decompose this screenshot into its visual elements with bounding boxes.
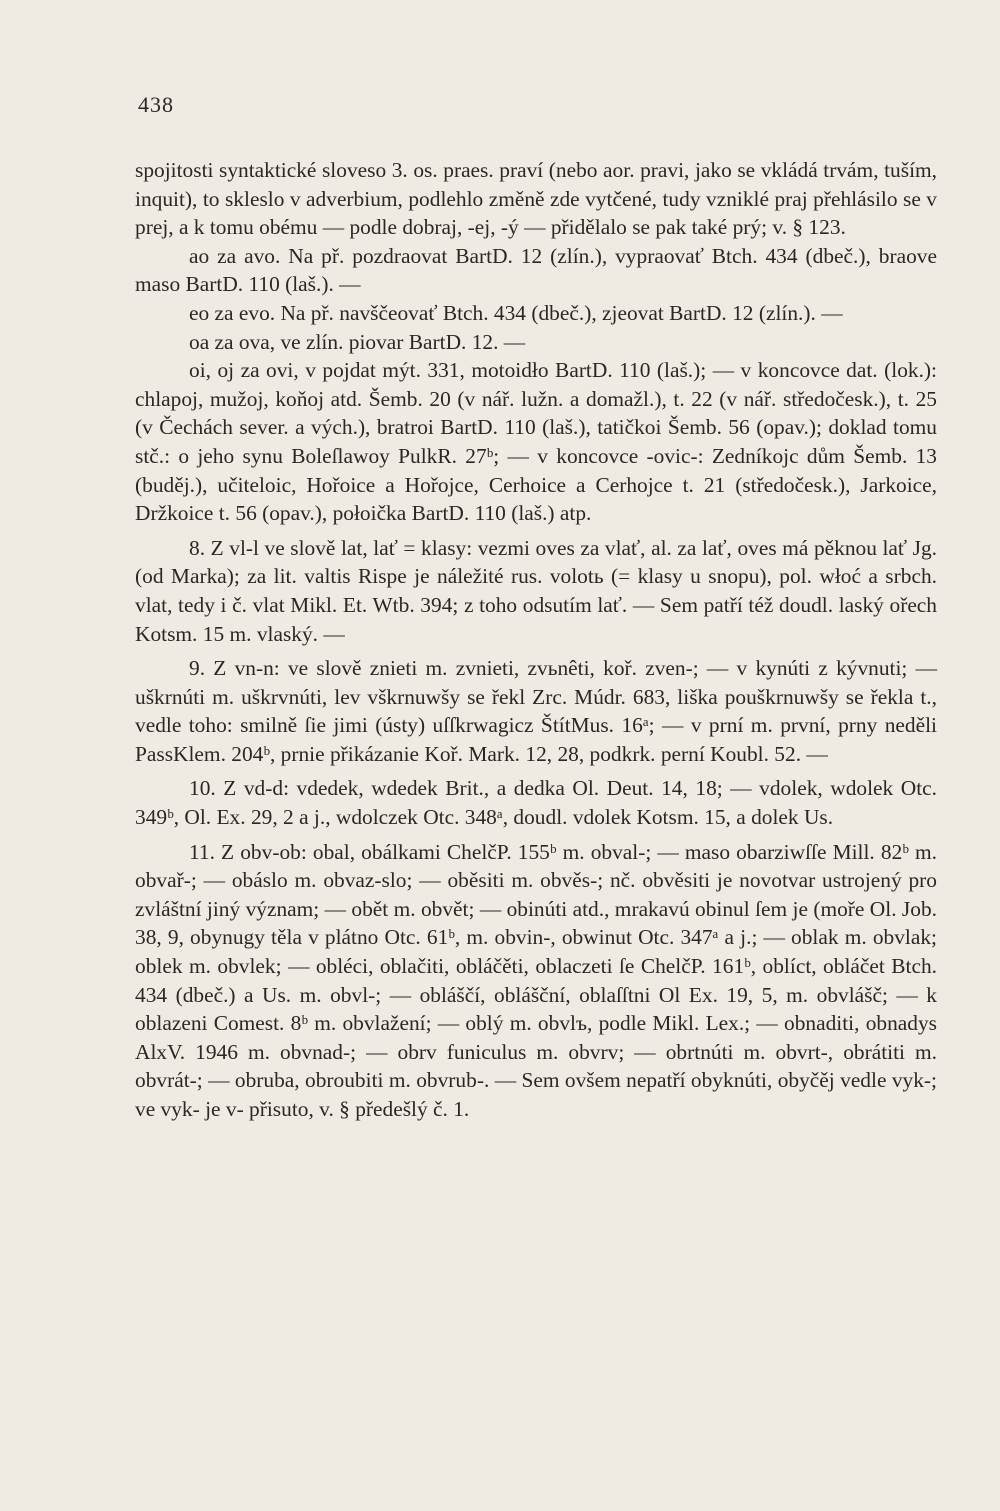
paragraph-2: ao za avo. Na př. pozdraovat BartD. 12 (zlín.), vypraovať Btch. 434 (dbeč.), braove maso BartD. 110 (laš.). — xyxy=(135,243,937,297)
paragraph-6: 8. Z vl-l ve slově lat, lať = klasy: vezmi oves za vlať, al. za lať, oves má pěknou lať Jg. (od Marka); za lit. valtis Rispe je náležité rus. volotь (= klasy u snopu), pol. włoć a srbch. vlat, tedy i č. vlat Mikl. Et. Wtb. 394; z toho odsutím lať. — Sem patří též doudl. laský ořech Kotsm. 15 m. vlaský. — xyxy=(135,535,937,646)
paragraph-5: oi, oj za ovi, v pojdat mýt. 331, motoidło BartD. 110 (laš.); — v koncovce dat. (lok.): chlapoj, mužoj, koňoj atd. Šemb. 20 (v nář. lužn. a domažl.), t. 22 (v nář. středočesk.), t. 25 (v Čechách sever. a vých.), bratroi BartD. 110 (laš.), tatičkoi Šemb. 56 (opav.); doklad tomu stč.: o jeho synu Boleſlawoy PulkR. 27ᵇ; — v koncovce -ovic-: Zedníkojc dům Šemb. 13 (buděj.), učiteloic, Hořoice a Hořojce, Cerhoice a Cerhojce t. 21 (středočesk.), Jarkoice, Držkoice t. 56 (opav.), połoička BartD. 110 (laš.) atp. xyxy=(135,358,937,526)
paragraph-7: 9. Z vn-n: ve slově znieti m. zvnieti, zvьnêti, koř. zven-; — v kynúti z kývnuti; — uškrnúti m. uškrvnúti, lev vškrnuwšy se řekl Zrc. Múdr. 683, liška pouškrnuwšy se řekla t., vedle toho: smilně ſie jimi (ústy) uſſkrwagicz ŠtítMus. 16ᵃ; — v prní m. první, prny neděli PassKlem. 204ᵇ, prnie přikázanie Koř. Mark. 12, 28, podkrk. perní Koubl. 52. — xyxy=(135,656,937,766)
paragraph-3: eo za evo. Na př. navščeovať Btch. 434 (dbeč.), zjeovat BartD. 12 (zlín.). — xyxy=(189,300,843,325)
paragraph-9: 11. Z obv-ob: obal, obálkami ChelčP. 155ᵇ m. obval-; — maso obarziwſſe Mill. 82ᵇ m. obvař-; — obáslo m. obvaz-slo; — oběsiti m. obvěs-; nč. obvěsiti je novotvar ustrojený pro zvláštní jiný význam; — obět m. obvět; — obinúti atd., mrakavú obinul ſem je (moře Ol. Job. 38, 9, obynugy těla v plátno Otc. 61ᵇ, m. obvin-, obwinut Otc. 347ᵃ a j.; — oblak m. obvlak; oblek m. obvlek; — obléci, oblačiti, obláčěti, oblaczeti ſe ChelčP. 161ᵇ, oblíct, obláčet Btch. 434 (dbeč.) a Us. m. obvl-; — obláščí, oblášční, oblaſſtni Ol Ex. 19, 5, m. obvlášč; — k oblazeni Comest. 8ᵇ m. obvlažení; — oblý m. obvlъ, podle Mikl. Lex.; — obnaditi, obnadys AlxV. 1946 m. obvnad-; — obrv funiculus m. obvrv; — obrtnúti m. obvrt-, obrátiti m. obvrát-; — obruba, obroubiti m. obvrub-. — Sem ovšem nepatří obyknúti, obyčěj vedle vyk-; ve vyk- je v- přisuto, v. § předešlý č. 1. xyxy=(135,839,937,1121)
paragraph-4: oa za ova, ve zlín. piovar BartD. 12. — xyxy=(189,329,526,354)
page-number: 438 xyxy=(138,92,174,117)
paragraph-1: spojitosti syntaktické sloveso 3. os. praes. praví (nebo aor. pravi, jako se vkládá trvám, tuším, inquit), to skleslo v adverbium, podlehlo změně zde vytčené, tudy vzniklé praj přehlásilo se v prej, a k tomu obému — podle dobraj, -ej, -ý — přidělalo se pak také prý; v. § 123. xyxy=(135,158,937,240)
body-text xyxy=(135,156,937,1124)
paragraph-8: 10. Z vd-d: vdedek, wdedek Brit., a dedka Ol. Deut. 14, 18; — vdolek, wdolek Otc. 349ᵇ, Ol. Ex. 29, 2 a j., wdolczek Otc. 348ᵃ, doudl. vdolek Kotsm. 15, a dolek Us. xyxy=(135,776,937,830)
